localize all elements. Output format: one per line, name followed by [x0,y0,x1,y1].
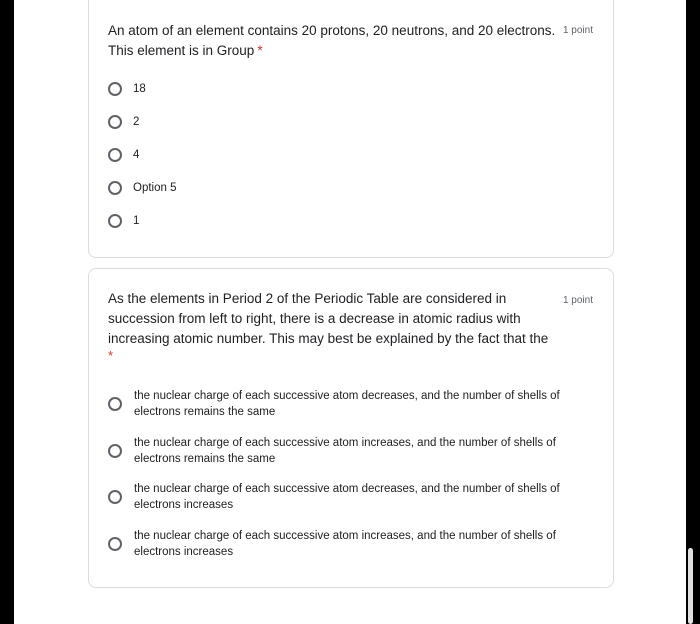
radio-button[interactable] [108,537,122,551]
radio-button[interactable] [108,148,122,162]
question-card-2 [88,268,614,588]
question-title-line-2: This element is in Group [108,43,255,58]
option-label: 2 [133,116,140,128]
option-c[interactable] [108,481,578,513]
option-4[interactable] [108,148,139,162]
option-18[interactable] [108,82,146,96]
radio-button[interactable] [108,214,122,228]
option-label: 4 [133,149,140,161]
radio-button[interactable] [108,82,122,96]
option-a[interactable] [108,388,578,420]
option-1[interactable] [108,214,139,228]
option-label: the nuclear charge of each successive atom increases, and the number of shells of electrons remains the same [134,437,556,465]
radio-button[interactable] [108,115,122,129]
option-label: the nuclear charge of each successive atom decreases, and the number of shells of electrons remains the same [134,390,560,418]
question-title-text: As the elements in Period 2 of the Periodic Table are considered in succession from left to right, there is a decrease in atomic radius with increasing atomic number. This may best be explained by the fact that the [108,291,549,346]
option-label: Option 5 [133,182,177,194]
points-label: 1 point [562,25,593,36]
option-b[interactable] [108,435,578,467]
scrollbar-thumb[interactable] [688,548,693,624]
option-label: the nuclear charge of each successive atom decreases, and the number of shells of electrons increases [134,483,560,511]
required-asterisk: * [257,43,263,58]
option-d[interactable] [108,528,578,560]
option-2[interactable] [108,115,139,129]
option-5[interactable] [108,181,176,195]
question-title-line-1: An atom of an element contains 20 protons, 20 neutrons, and 20 electrons. [108,23,556,38]
radio-button[interactable] [108,444,122,458]
question-title [108,289,560,363]
option-label: 1 [133,215,140,227]
radio-button[interactable] [108,181,122,195]
option-label: 18 [133,83,146,95]
points-label: 1 point [562,295,593,306]
question-card-1 [88,0,614,258]
radio-button[interactable] [108,397,122,411]
option-label: the nuclear charge of each successive atom increases, and the number of shells of electrons increases [134,530,556,558]
required-asterisk: * [108,348,114,363]
question-title [108,21,568,61]
radio-button[interactable] [108,490,122,504]
